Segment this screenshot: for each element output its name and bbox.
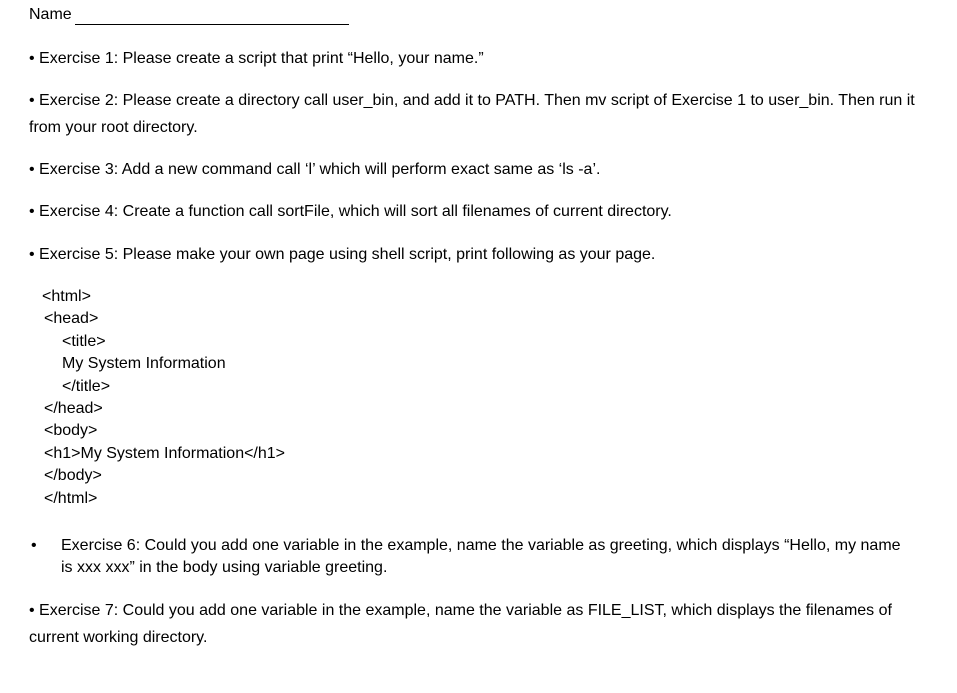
code-line: My System Information bbox=[62, 355, 226, 373]
name-label: Name bbox=[29, 6, 72, 23]
exercise-4: • Exercise 4: Create a function call sortFile, which will sort all filenames of current directory. bbox=[29, 203, 672, 220]
name-blank-line bbox=[75, 24, 349, 25]
exercise-1: • Exercise 1: Please create a script that print “Hello, your name.” bbox=[29, 50, 484, 67]
code-line: <title> bbox=[62, 332, 106, 350]
code-line: <head> bbox=[44, 310, 99, 328]
exercise-6-text: Exercise 6: Could you add one variable in the example, name the variable as greeting, which displays “Hello, my name is xxx xxx” in the body using variable greeting. bbox=[61, 537, 901, 576]
code-line: </html> bbox=[44, 489, 98, 507]
exercise-3: • Exercise 3: Add a new command call ‘l’ which will perform exact same as ‘ls -a’. bbox=[29, 161, 601, 178]
code-line: <body> bbox=[44, 422, 98, 440]
bullet-icon: • bbox=[31, 537, 37, 554]
code-line: </head> bbox=[44, 400, 103, 418]
exercise-7: • Exercise 7: Could you add one variable in the example, name the variable as FILE_LIST, which displays the filenames of current working directory. bbox=[29, 602, 892, 646]
exercise-5: • Exercise 5: Please make your own page using shell script, print following as your page. bbox=[29, 246, 656, 263]
code-line: <h1>My System Information</h1> bbox=[44, 444, 286, 462]
code-line: </body> bbox=[44, 467, 102, 485]
exercise-2: • Exercise 2: Please create a directory call user_bin, and add it to PATH. Then mv script of Exercise 1 to user_bin. Then run it from your root directory. bbox=[29, 92, 915, 136]
code-line: <html> bbox=[42, 288, 91, 305]
html-code-sample bbox=[42, 286, 285, 510]
code-line: </title> bbox=[62, 377, 111, 395]
